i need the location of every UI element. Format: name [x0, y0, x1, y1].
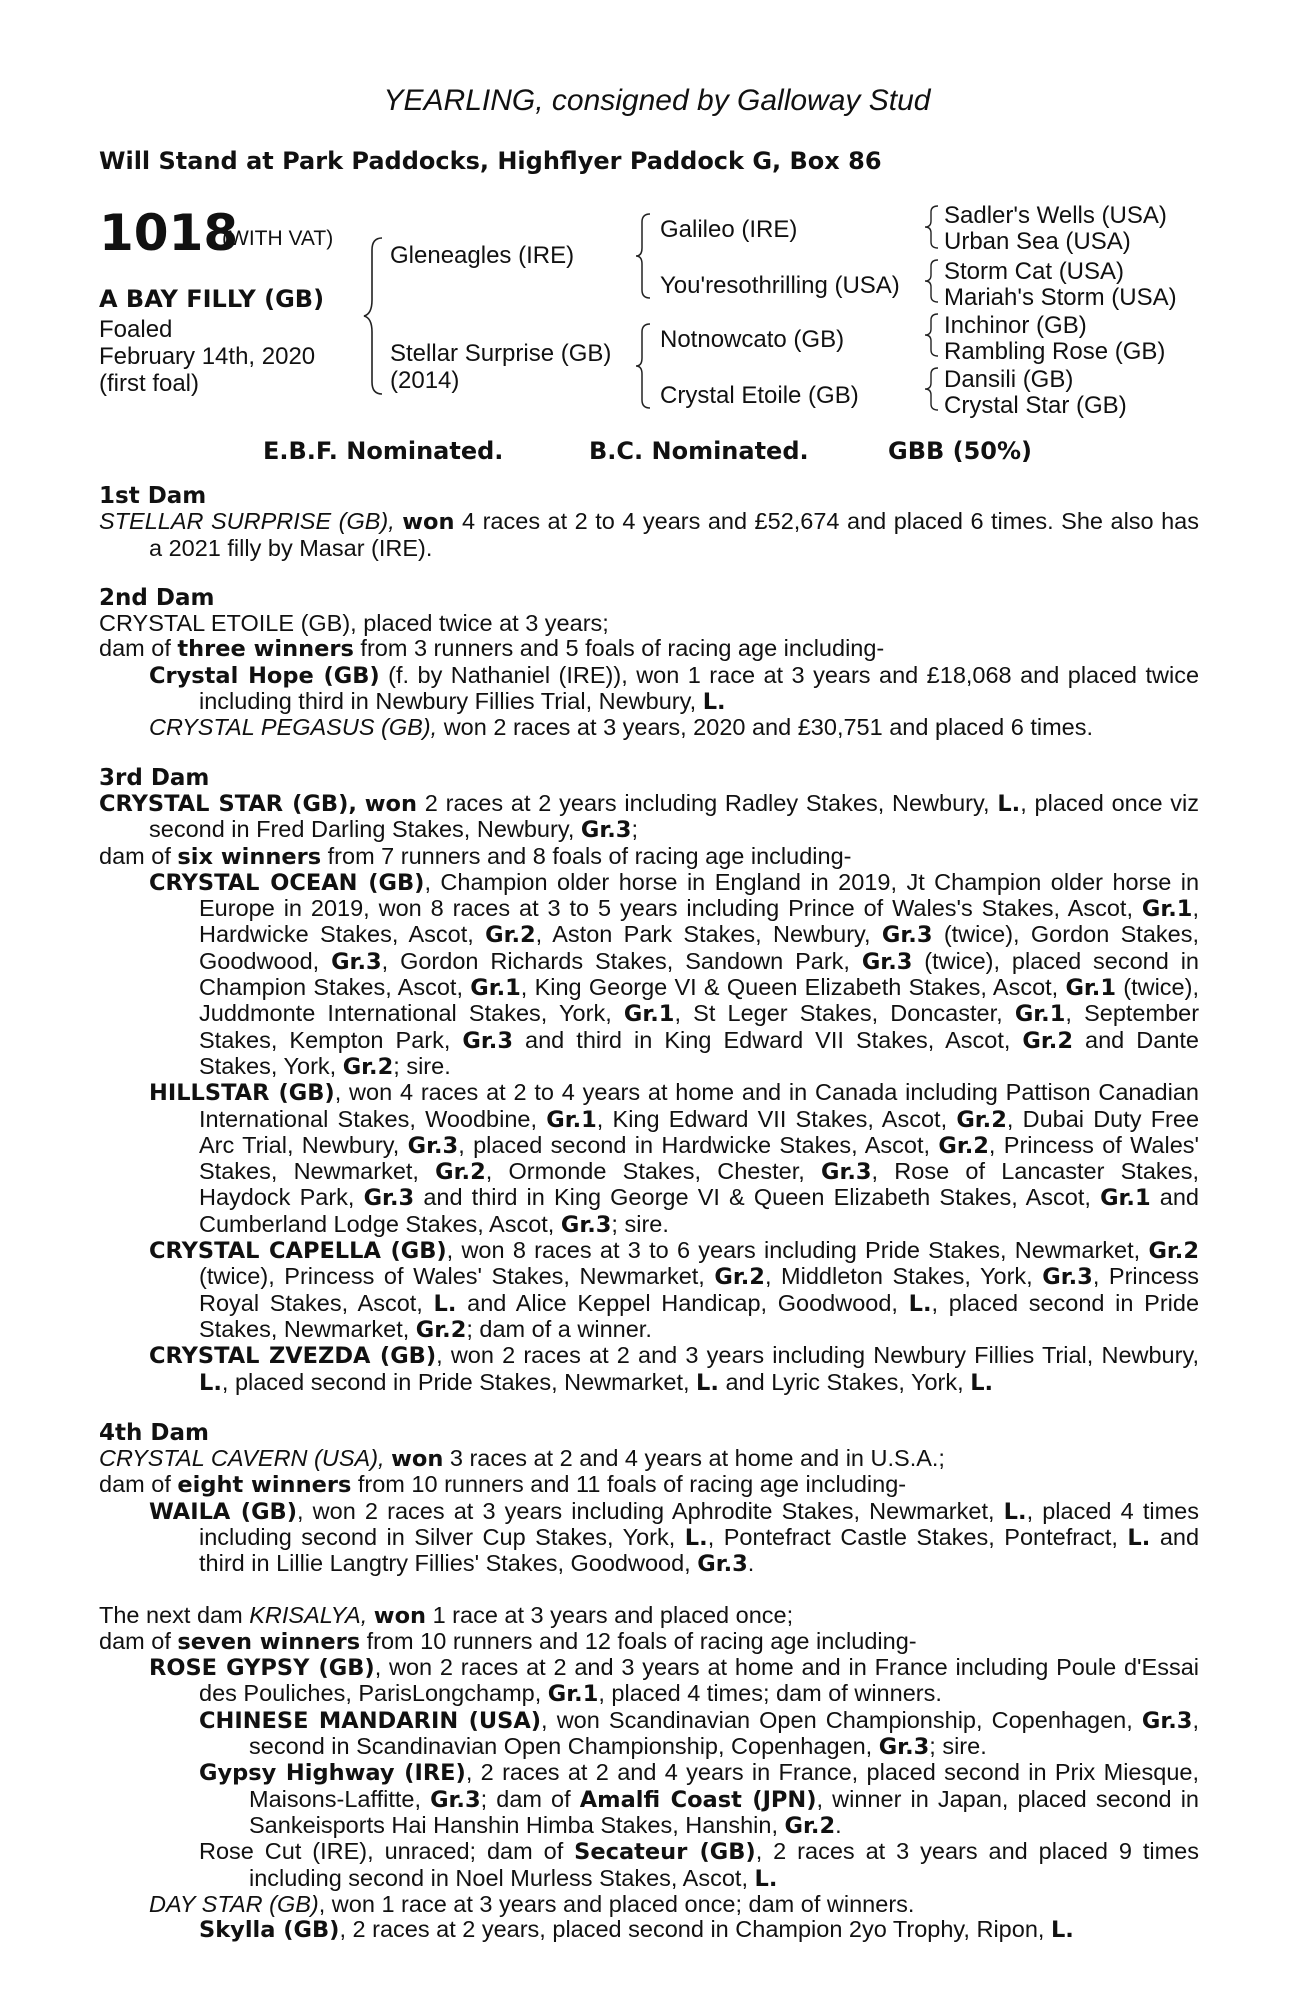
third-dam-text: CRYSTAL STAR (GB), won 2 races at 2 years including Radley Stakes, Newbury, L., placed once viz second in Fred Darling Stakes, Newbury, Gr.3; [99, 789, 1200, 844]
pedigree-g4-4: Mariah's Storm (USA) [944, 284, 1177, 311]
vat-label: (WITH VAT) [222, 227, 334, 250]
waila-entry: WAILA (GB), won 2 races at 3 years including Aphrodite Stakes, Newmarket, L., placed 4 times including second in Silver Cup Stakes, York, L., Pontefract Castle Stakes, Pontefract, L. and third in Lillie Langtry Fillies' Stakes, Goodwood, Gr.3. [149, 1497, 1200, 1578]
produce-record [99, 484, 1199, 1943]
pedigree-g4-8: Crystal Star (GB) [944, 392, 1127, 419]
foaled-date: February 14th, 2020 [99, 343, 316, 370]
foal-note: (first foal) [99, 370, 200, 397]
pedigree-brace-g3 [922, 312, 944, 358]
pedigree-brace-main [360, 236, 390, 396]
bc-nomination: B.C. Nominated. [589, 437, 809, 465]
next-dam-produce: dam of seven winners from 10 runners and 12 foals of racing age including- [99, 1627, 917, 1655]
rose-cut-entry: Rose Cut (IRE), unraced; dam of Secateur (GB), 2 races at 3 years and placed 9 times including second in Noel Murless Stakes, Ascot, L. [199, 1838, 1199, 1892]
pedigree-dam-dam: Crystal Etoile (GB) [660, 382, 859, 409]
pedigree-brace-g2 [922, 258, 944, 304]
pedigree-dam: Stellar Surprise (GB) [390, 340, 612, 367]
crystal-capella-entry: CRYSTAL CAPELLA (GB), won 8 races at 3 to 6 years including Pride Stakes, Newmarket, Gr.2 (twice), Princess of Wales' Stakes, Newmarket, Gr.2, Middleton Stakes, York, Gr.3, Princess Royal Stakes, Ascot, L. and Alice Keppel Handicap, Goodwood, L., placed second in Pride Stakes, Newmarket, Gr.2; dam of a winner. [149, 1237, 1200, 1343]
first-dam-text: STELLAR SURPRISE (GB), won 4 races at 2 to 4 years and £52,674 and placed 6 times. She also has a 2021 filly by Masar (IRE). [99, 508, 1199, 561]
fourth-dam-produce: dam of eight winners from 10 runners and 11 foals of racing age including- [99, 1471, 907, 1499]
hillstar-entry: HILLSTAR (GB), won 4 races at 2 to 4 years at home and in Canada including Pattison Canadian International Stakes, Woodbine, Gr.1, King Edward VII Stakes, Ascot, Gr.2, Dubai Duty Free Arc Trial, Newbury, Gr.3, placed second in Hardwicke Stakes, Ascot, Gr.2, Princess of Wales' Stakes, Newmarket, Gr.2, Ormonde Stakes, Chester, Gr.3, Rose of Lancaster Stakes, Haydock Park, Gr.3 and third in King George VI & Queen Elizabeth Stakes, Ascot, Gr.1 and Cumberland Lodge Stakes, Ascot, Gr.3; sire. [149, 1079, 1200, 1238]
pedigree-dam-year: (2014) [390, 367, 460, 394]
rose-gypsy-entry: ROSE GYPSY (GB), won 2 races at 2 and 3 years at home and in France including Poule d'Essai des Pouliches, ParisLongchamp, Gr.1, placed 4 times; dam of winners. [149, 1654, 1199, 1708]
pedigree-sire-dam: You'resothrilling (USA) [660, 272, 900, 299]
second-dam-heading: 2nd Dam [99, 584, 215, 611]
third-dam-heading: 3rd Dam [99, 764, 210, 791]
horse-name: A BAY FILLY (GB) [99, 285, 325, 313]
crystal-zvezda-entry: CRYSTAL ZVEZDA (GB), won 2 races at 2 and 3 years including Newbury Fillies Trial, Newbury, L., placed second in Pride Stakes, Newmarket, L. and Lyric Stakes, York, L. [149, 1342, 1199, 1396]
gypsy-highway-entry: Gypsy Highway (IRE), 2 races at 2 and 4 years in France, placed second in Prix Miesque, Maisons-Laffitte, Gr.3; dam of Amalfi Coast (JPN), winner in Japan, placed second in Sankeisports Hai Hanshin Himba Stakes, Hanshin, Gr.2. [199, 1759, 1199, 1839]
first-dam-heading: 1st Dam [99, 483, 207, 509]
page-title: YEARLING, consigned by Galloway Stud [383, 84, 931, 117]
crystal-hope-entry: Crystal Hope (GB) (f. by Nathaniel (IRE)), won 1 race at 3 years and £18,068 and placed twice including third in Newbury Fillies Trial, Newbury, L. [149, 661, 1200, 716]
pedigree-brace-sire [632, 212, 656, 300]
lot-number: 1018 [99, 204, 239, 262]
skylla-entry: Skylla (GB), 2 races at 2 years, placed second in Champion 2yo Trophy, Ripon, L. [199, 1916, 1074, 1944]
ebf-nomination: E.B.F. Nominated. [263, 437, 504, 465]
second-dam-produce: dam of three winners from 3 runners and 5 foals of racing age including- [99, 635, 885, 663]
pedigree-g4-2: Urban Sea (USA) [944, 228, 1131, 255]
pedigree-brace-g4 [922, 366, 944, 412]
third-dam-produce: dam of six winners from 7 runners and 8 foals of racing age including- [99, 842, 852, 870]
pedigree-sire-sire: Galileo (IRE) [660, 216, 798, 243]
chinese-mandarin-entry: CHINESE MANDARIN (USA), won Scandinavian Open Championship, Copenhagen, Gr.3, second in Scandinavian Open Championship, Copenhagen, Gr.3; sire. [199, 1706, 1199, 1761]
pedigree-g4-5: Inchinor (GB) [944, 312, 1087, 339]
pedigree-dam-sire: Notnowcato (GB) [660, 326, 845, 353]
crystal-pegasus-entry: CRYSTAL PEGASUS (GB), won 2 races at 3 years, 2020 and £30,751 and placed 6 times. [149, 714, 1093, 741]
pedigree-brace-dam [632, 322, 656, 410]
next-dam-text: The next dam KRISALYA, won 1 race at 3 years and placed once; [99, 1601, 794, 1629]
stand-location: Will Stand at Park Paddocks, Highflyer Paddock G, Box 86 [99, 147, 882, 175]
pedigree-g4-3: Storm Cat (USA) [944, 258, 1125, 285]
gbb-label: GBB (50%) [888, 437, 1033, 465]
pedigree-g4-7: Dansili (GB) [944, 366, 1074, 393]
crystal-ocean-entry: CRYSTAL OCEAN (GB), Champion older horse in England in 2019, Jt Champion older horse in Europe in 2019, won 8 races at 3 to 5 years including Prince of Wales's Stakes, Ascot, Gr.1, Hardwicke Stakes, Ascot, Gr.2, Aston Park Stakes, Newbury, Gr.3 (twice), Gordon Stakes, Goodwood, Gr.3, Gordon Richards Stakes, Sandown Park, Gr.3 (twice), placed second in Champion Stakes, Ascot, Gr.1, King George VI & Queen Elizabeth Stakes, Ascot, Gr.1 (twice), Juddmonte International Stakes, York, Gr.1, St Leger Stakes, Doncaster, Gr.1, September Stakes, Kempton Park, Gr.3 and third in King Edward VII Stakes, Ascot, Gr.2 and Dante Stakes, York, Gr.2; sire. [149, 868, 1200, 1080]
pedigree-g4-6: Rambling Rose (GB) [944, 338, 1166, 365]
day-star-entry: DAY STAR (GB), won 1 race at 3 years and placed once; dam of winners. [149, 1890, 915, 1917]
pedigree-g4-1: Sadler's Wells (USA) [944, 202, 1167, 229]
fourth-dam-heading: 4th Dam [99, 1419, 209, 1446]
second-dam-intro: CRYSTAL ETOILE (GB), placed twice at 3 years; [99, 610, 609, 637]
fourth-dam-text: CRYSTAL CAVERN (USA), won 3 races at 2 and 4 years at home and in U.S.A.; [99, 1445, 945, 1473]
pedigree-sire: Gleneagles (IRE) [390, 242, 575, 269]
foaled-label: Foaled [99, 316, 173, 343]
pedigree-brace-g1 [922, 204, 944, 250]
